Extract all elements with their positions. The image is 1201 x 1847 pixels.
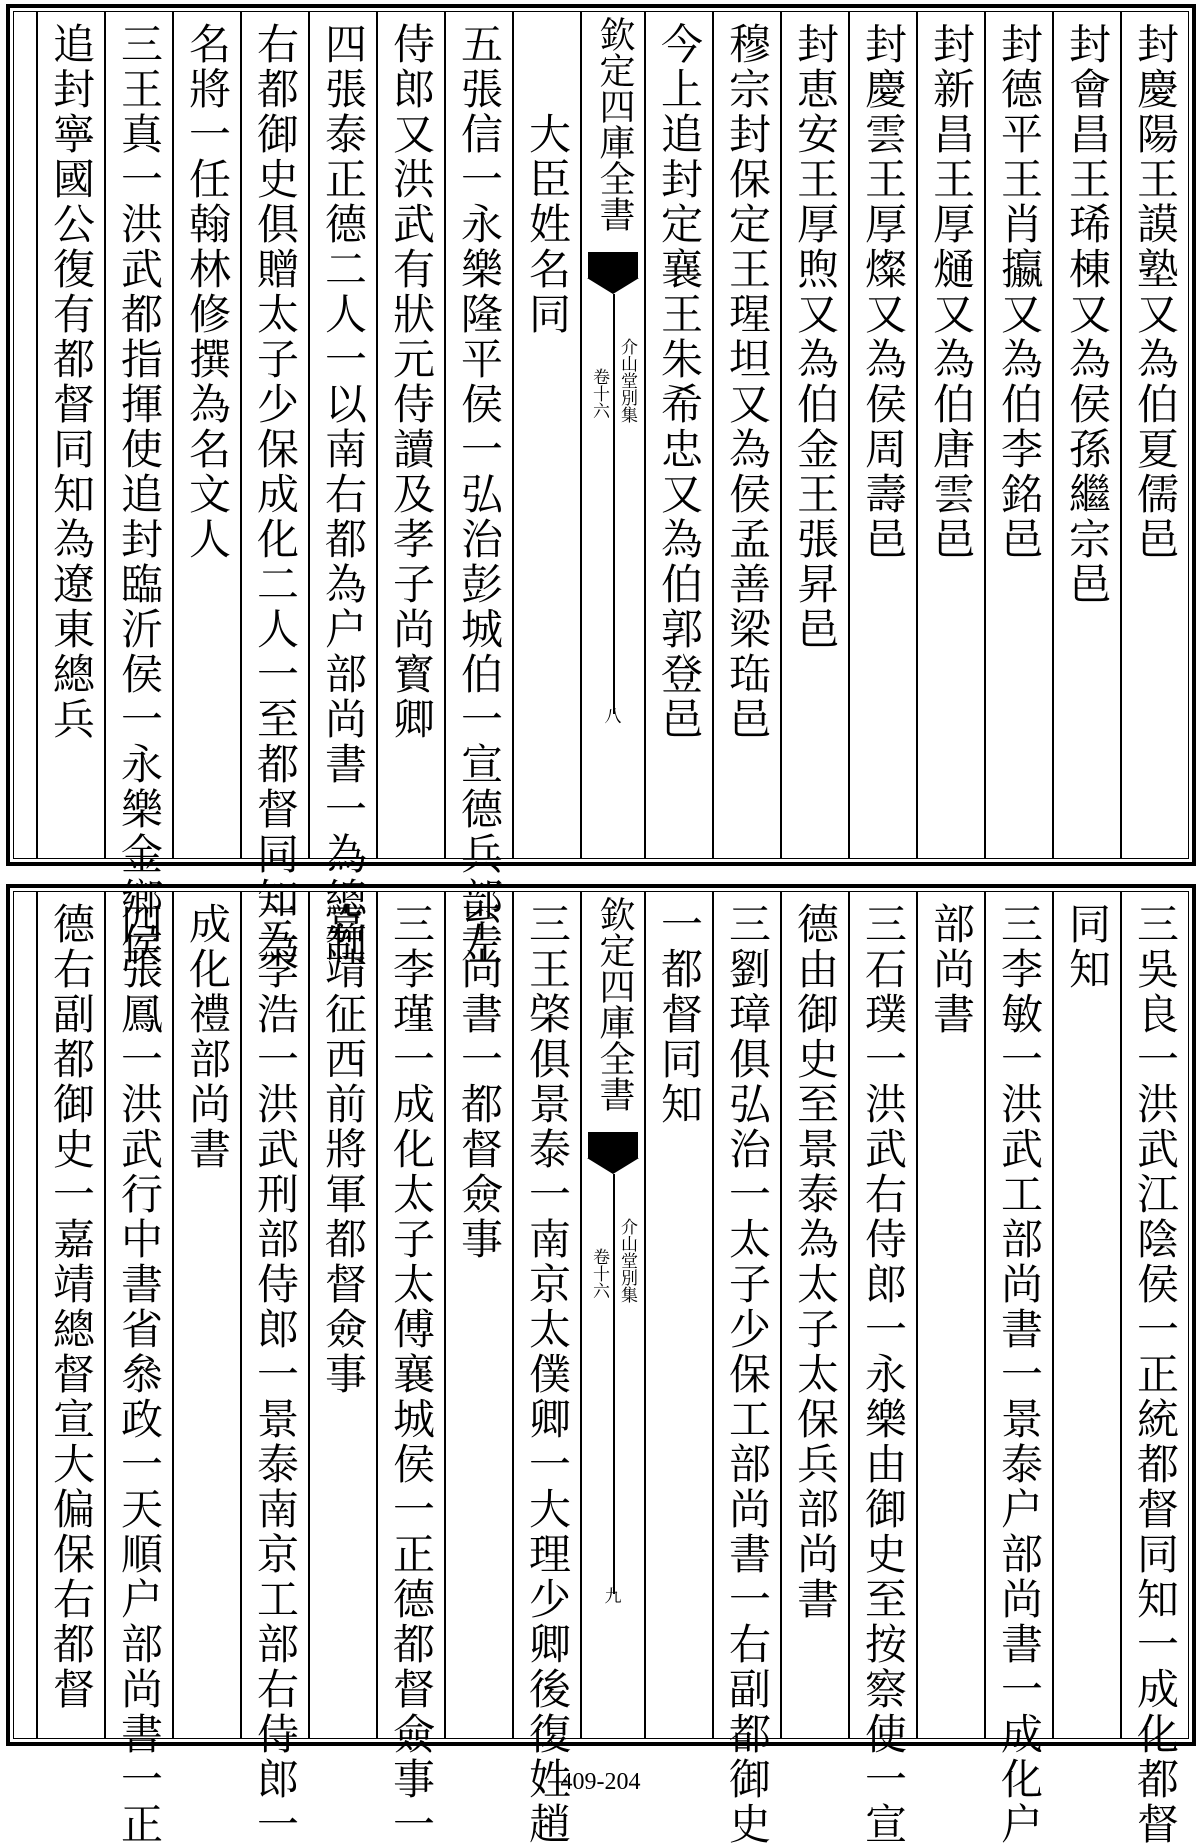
top-text-column: 封德平王肖攍又為伯李銘邑 <box>984 12 1052 858</box>
bottom-text-column: 三李瑾一成化太子太傅襄城侯一正德都督僉事一 <box>376 892 444 1738</box>
bottom-book-title: 介山堂別集 <box>617 1218 637 1303</box>
top-library-title: 欽定四庫全書 <box>594 16 635 232</box>
bottom-text-column: 成化禮部尚書 <box>172 892 240 1738</box>
bottom-text-column: 三石璞一洪武右侍郎一永樂由御史至按察使一宣 <box>848 892 916 1738</box>
top-text-column: 封慶陽王謨塾又為伯夏儒邑 <box>1120 12 1188 858</box>
top-text-column: 封新昌王厚熥又為伯唐雲邑 <box>916 12 984 858</box>
bottom-text-column: 同知 <box>1052 892 1120 1738</box>
bottom-leaf-number: 九 <box>604 1587 622 1607</box>
bottom-library-title: 欽定四庫全書 <box>594 896 635 1112</box>
top-text-column: 今上追封定襄王朱希忠又為伯郭登邑 <box>644 12 712 858</box>
top-text-column: 四張泰正德二人一以南右都為户部尚書一為總制 <box>308 12 376 858</box>
bottom-text-column: 至尚書一都督僉事 <box>444 892 512 1738</box>
top-text-column: 大臣姓名同 <box>512 12 580 858</box>
scan-page-number: 409-204 <box>560 1769 641 1795</box>
bottom-text-column: 三李浩一洪武刑部侍郎一景泰南京工部右侍郎一 <box>240 892 308 1738</box>
bottom-volume-label: 卷十六 <box>589 1248 609 1299</box>
bottom-fish-tail-mark <box>588 1132 638 1158</box>
top-text-column: 封慶雲王厚燦又為侯周壽邑 <box>848 12 916 858</box>
top-text-column: 穆宗封保定王瑆坦又為侯孟善梁珤邑 <box>712 12 780 858</box>
top-page-columns <box>14 12 1188 967</box>
bottom-text-column: 三李敏一洪武工部尚書一景泰户部尚書一成化户 <box>984 892 1052 1738</box>
top-text-column: 封恵安王厚煦又為伯金王張昇邑 <box>780 12 848 858</box>
top-center-margin <box>580 12 644 858</box>
bottom-text-column: 四張鳳一洪武行中書省叅政一天順户部尚書一正 <box>104 892 172 1738</box>
top-text-column: 三王真一洪武都指揮使追封臨沂侯一永樂金鄉侯 <box>104 12 172 858</box>
top-text-column: 名將一任翰林修撰為名文人 <box>172 12 240 858</box>
bottom-text-column: 德由御史至景泰為太子太保兵部尚書 <box>780 892 848 1738</box>
bottom-text-column: 一都督同知 <box>644 892 712 1738</box>
top-text-column: 追封寧國公復有都督同知為遼東總兵 <box>36 12 104 858</box>
bottom-text-column: 三王棨俱景泰一南京太僕卿一大理少卿後復姓趙 <box>512 892 580 1738</box>
top-book-title: 介山堂別集 <box>617 338 637 423</box>
bottom-center-margin <box>580 892 644 1738</box>
top-leaf-number: 八 <box>604 707 622 727</box>
top-text-column: 侍郎又洪武有狀元侍讀及孝子尚寳卿 <box>376 12 444 858</box>
bottom-text-column: 德右副都御史一嘉靖總督宣大偏保右都督 <box>36 892 104 1738</box>
top-fish-tail-mark <box>588 252 638 278</box>
top-volume-label: 卷十六 <box>589 368 609 419</box>
top-text-column: 五張信一永樂隆平侯一弘治彭城伯一宣德兵部左 <box>444 12 512 858</box>
top-text-column: 右都御史俱贈太子少保成化二人一至都督同知為 <box>240 12 308 858</box>
bottom-text-column: 部尚書 <box>916 892 984 1738</box>
top-text-column: 封會昌王琋棟又為侯孫繼宗邑 <box>1052 12 1120 858</box>
bottom-text-column: 三劉璋俱弘治一太子少保工部尚書一右副都御史 <box>712 892 780 1738</box>
bottom-text-column: 嘉靖征西前將軍都督僉事 <box>308 892 376 1738</box>
bottom-text-column: 三吳良一洪武江陰侯一正統都督同知一成化都督 <box>1120 892 1188 1738</box>
